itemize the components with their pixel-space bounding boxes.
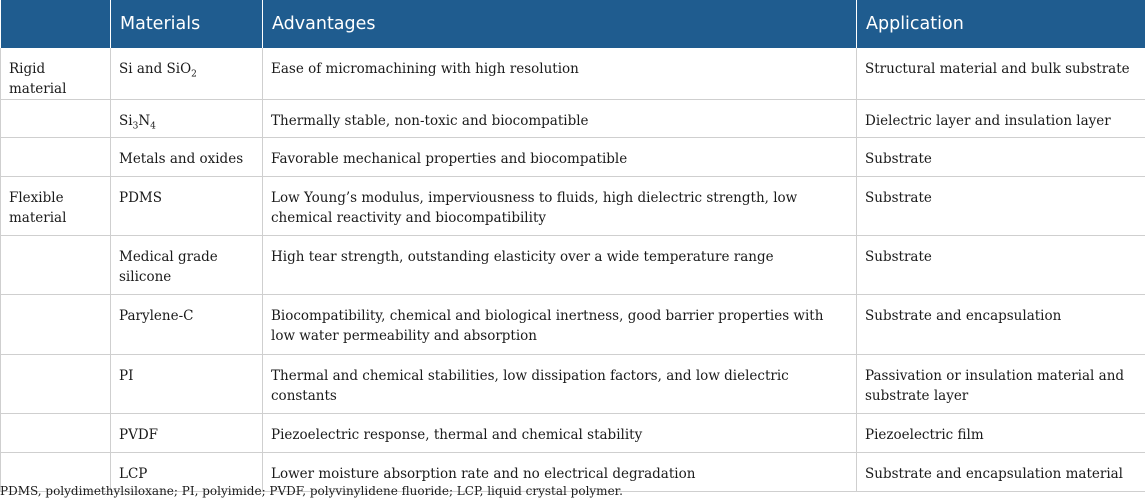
material-cell: [111, 414, 263, 453]
material-text: [119, 48, 254, 79]
application-cell: [857, 295, 1145, 355]
advantages-text: Lower moisture absorption rate and no electrical degradation: [271, 466, 696, 482]
application-text: Structural material and bulk substrate: [865, 61, 1130, 77]
category-cell: [1, 48, 111, 100]
category-text: [9, 414, 102, 425]
category-text: Rigid material: [9, 61, 67, 97]
category-text: Flexible material: [9, 190, 67, 226]
material-main: Si: [119, 113, 133, 129]
category-cell: [1, 177, 111, 236]
application-text: Substrate and encapsulation: [865, 308, 1062, 324]
application-cell: [857, 138, 1145, 177]
table-row: [1, 414, 1145, 453]
material-text: PI: [119, 368, 134, 384]
advantages-text: Biocompatibility, chemical and biological inertness, good barrier properties with low water permeability and absorption: [271, 308, 824, 344]
category-text: [9, 100, 102, 111]
application-cell: [857, 100, 1145, 138]
application-text: Substrate: [865, 249, 932, 265]
category-text: [9, 295, 102, 306]
application-cell: [857, 453, 1145, 492]
advantages-text: Thermal and chemical stabilities, low dissipation factors, and low dielectric constants: [271, 368, 789, 404]
application-text: Substrate: [865, 190, 932, 206]
category-text: [9, 355, 102, 366]
material-cell: [111, 236, 263, 295]
advantages-text: Thermally stable, non-toxic and biocompatible: [271, 113, 589, 129]
application-text: Dielectric layer and insulation layer: [865, 113, 1111, 129]
material-cell: [111, 100, 263, 138]
table-row: [1, 100, 1145, 138]
material-cell: [111, 295, 263, 355]
material-cell: [111, 177, 263, 236]
advantages-text: Favorable mechanical properties and biocompatible: [271, 151, 628, 167]
material-text: Medical grade silicone: [119, 249, 218, 285]
application-text: Substrate: [865, 151, 932, 167]
category-cell: [1, 100, 111, 138]
table-row: [1, 236, 1145, 295]
header-advantages: Advantages: [263, 0, 857, 48]
category-text: [9, 453, 102, 464]
header-application: Application: [857, 0, 1145, 48]
application-text: Passivation or insulation material and substrate layer: [865, 368, 1125, 404]
material-cell: [111, 48, 263, 100]
material-text: Parylene-C: [119, 308, 194, 324]
material-subscript: 2: [191, 69, 197, 80]
header-materials: Materials: [111, 0, 263, 48]
advantages-cell: [263, 138, 857, 177]
advantages-cell: [263, 100, 857, 138]
material-text: LCP: [119, 466, 148, 482]
table-header: [1, 0, 1145, 48]
application-cell: [857, 177, 1145, 236]
category-cell: [1, 355, 111, 414]
advantages-cell: [263, 414, 857, 453]
category-cell: [1, 236, 111, 295]
advantages-text: Piezoelectric response, thermal and chemical stability: [271, 427, 643, 443]
advantages-cell: [263, 236, 857, 295]
application-text: Substrate and encapsulation material: [865, 466, 1124, 482]
material-subscript-2: 4: [150, 121, 156, 132]
material-subscript: 3: [132, 121, 139, 132]
material-text: [119, 100, 254, 131]
advantages-cell: [263, 177, 857, 236]
application-cell: [857, 414, 1145, 453]
application-cell: [857, 48, 1145, 100]
application-text: Piezoelectric film: [865, 427, 984, 443]
table-row: [1, 138, 1145, 177]
application-cell: [857, 355, 1145, 414]
category-text: [9, 138, 102, 149]
category-text: [9, 236, 102, 247]
material-cell: [111, 138, 263, 177]
table-body: [1, 48, 1145, 492]
material-cell: [111, 355, 263, 414]
category-cell: [1, 295, 111, 355]
advantages-text: High tear strength, outstanding elasticity over a wide temperature range: [271, 249, 774, 265]
material-tail: N: [138, 113, 151, 129]
material-text: PDMS: [119, 190, 162, 206]
advantages-cell: [263, 48, 857, 100]
table-row: [1, 48, 1145, 100]
material-text: Metals and oxides: [119, 151, 244, 167]
advantages-text: Ease of micromachining with high resolution: [271, 61, 579, 77]
material-text: PVDF: [119, 427, 159, 443]
table-row: [1, 355, 1145, 414]
table-row: [1, 295, 1145, 355]
header-category: [1, 0, 111, 48]
category-cell: [1, 414, 111, 453]
application-cell: [857, 236, 1145, 295]
material-main: Si and SiO: [119, 61, 192, 77]
table-row: [1, 177, 1145, 236]
category-cell: [1, 138, 111, 177]
header-row: [1, 0, 1145, 48]
advantages-cell: [263, 355, 857, 414]
table-footnote: PDMS, polydimethylsiloxane; PI, polyimide; PVDF, polyvinylidene fluoride; LCP, liquid crystal polymer.: [0, 484, 623, 498]
advantages-cell: [263, 295, 857, 355]
advantages-text: Low Young’s modulus, imperviousness to fluids, high dielectric strength, low chemical reactivity and biocompatibility: [271, 190, 798, 226]
